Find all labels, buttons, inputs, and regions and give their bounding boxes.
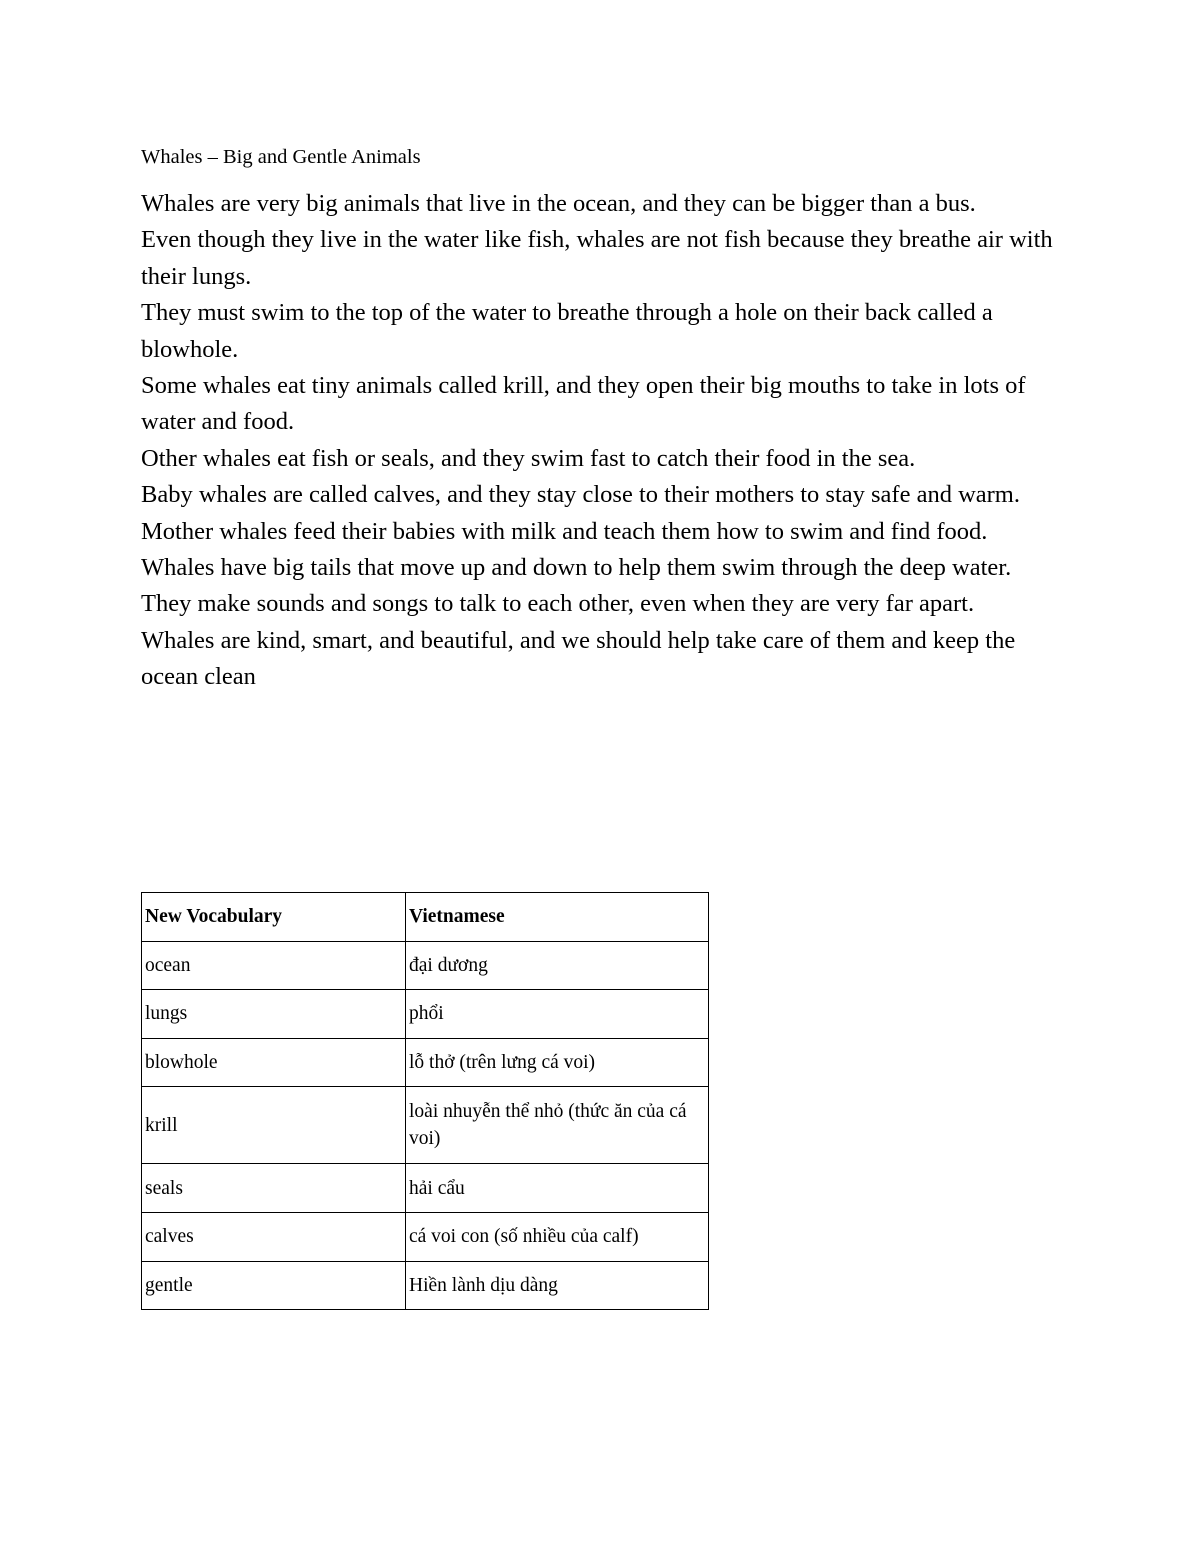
table-row: [142, 1212, 709, 1261]
vocab-translation: đại dương: [406, 941, 709, 990]
paragraph: Whales are very big animals that live in the ocean, and they can be bigger than a bus.: [141, 190, 976, 217]
vocab-word: ocean: [142, 941, 406, 990]
vocab-word: krill: [142, 1087, 406, 1164]
paragraph: Baby whales are called calves, and they stay close to their mothers to stay safe and warm.: [141, 481, 1020, 509]
table-row: [142, 1164, 709, 1213]
table-row: [142, 1087, 709, 1164]
paragraph: Mother whales feed their babies with milk and teach them how to swim and find food.: [141, 517, 988, 545]
vocab-translation: Hiền lành dịu dàng: [406, 1261, 709, 1310]
paragraph: Other whales eat fish or seals, and they swim fast to catch their food in the sea.: [141, 444, 916, 472]
table-row: [142, 941, 709, 990]
paragraph: Even though they live in the water like fish, whales are not fish because they breathe air with their lungs.: [141, 226, 1053, 290]
vocabulary-table: [141, 892, 709, 1310]
vocab-word: lungs: [142, 990, 406, 1039]
table-row: [142, 990, 709, 1039]
paragraph: They make sounds and songs to talk to each other, even when they are very far apart.: [141, 590, 975, 618]
table-row: [142, 1261, 709, 1310]
header-new-vocabulary: New Vocabulary: [142, 893, 406, 942]
vocab-translation: lỗ thở (trên lưng cá voi): [406, 1038, 709, 1087]
table-header-row: [142, 893, 709, 942]
vocab-word: gentle: [142, 1261, 406, 1310]
vocab-translation: cá voi con (số nhiều của calf): [406, 1212, 709, 1261]
vocab-translation: hải cẩu: [406, 1164, 709, 1213]
paragraph: Whales are kind, smart, and beautiful, and we should help take care of them and keep the ocean clean: [141, 626, 1016, 691]
document-title: Whales – Big and Gentle Animals: [141, 146, 421, 168]
vocab-word: blowhole: [142, 1038, 406, 1087]
vocab-word: seals: [142, 1164, 406, 1213]
paragraph: They must swim to the top of the water to breathe through a hole on their back called a blowhole.: [141, 299, 993, 363]
vocab-word: calves: [142, 1212, 406, 1261]
vocab-translation: phổi: [406, 990, 709, 1039]
vocab-translation: loài nhuyễn thể nhỏ (thức ăn của cá voi): [406, 1087, 709, 1164]
header-vietnamese: Vietnamese: [406, 893, 709, 942]
paragraph: Some whales eat tiny animals called krill, and they open their big mouths to take in lots of water and food.: [141, 372, 1026, 436]
table-row: [142, 1038, 709, 1087]
document-body: [141, 186, 1061, 696]
paragraph: Whales have big tails that move up and down to help them swim through the deep water.: [141, 554, 1012, 582]
